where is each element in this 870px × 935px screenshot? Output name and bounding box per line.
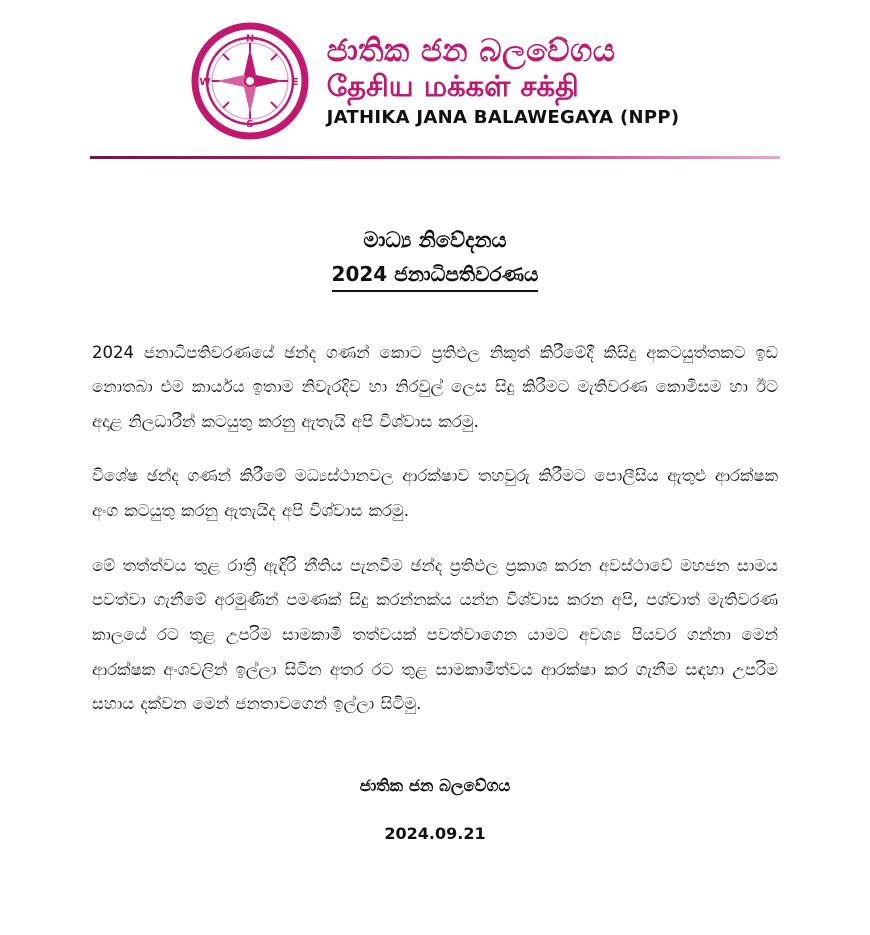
svg-text:E: E <box>291 77 299 88</box>
compass-rose-icon <box>191 22 309 140</box>
letterhead <box>0 0 870 150</box>
paragraph: මේ තත්ත්වය තුළ රාත්‍රී ඇඳිරි නීතිය පැනවීම ඡන්ද ප්‍රතිඵල ප්‍රකාශ කරන අවස්ථාවේ මහජන සාමය පවත්වා ගැනීමේ අරමුණින් පමණක් සිදු කරන්නක්ය යන්න විශ්වාස කරන අපි, පශ්චාත් මැතිවරණ කාලයේ රට තුළ උපරිම සාමකාමී තත්වයක් පවත්වාගෙන යාමට අවශ්‍ය පියවර ගන්නා මෙන් ආරක්ෂක අංශවලින් ඉල්ලා සිටින අතර රට තුළ සාමකාමීත්වය ආරක්ෂා කර ගැනීම සඳහා උපරිම සහාය දක්වන මෙන් ජනතාවගෙන් ඉල්ලා සිටිමු. <box>92 555 778 714</box>
organisation-names <box>326 32 680 128</box>
svg-text:S: S <box>245 119 254 130</box>
document-titles <box>0 225 870 292</box>
page-title: මාධ්‍ය නිවේදනය <box>363 228 507 252</box>
signature-name: ජාතික ජන බලවේගය <box>359 775 511 795</box>
svg-text:W: W <box>199 77 211 88</box>
document-body <box>92 336 778 722</box>
org-name-sinhala: ජාතික ජන බලවේගය <box>326 32 616 69</box>
org-name-english: JATHIKA JANA BALAWEGAYA (NPP) <box>326 106 680 128</box>
signature-block <box>0 776 870 843</box>
letterhead-divider <box>90 156 780 159</box>
paragraph: විශේෂ ඡන්ද ගණන් කිරීමේ මධ්‍යස්ථානවල ආරක්ෂාව තහවුරු කිරීමට පොලීසිය ඇතුළු ආරක්ෂක අංග කටයුතු කරනු ඇතැයිද අපි විශ්වාස කරමු. <box>92 466 778 521</box>
svg-text:N: N <box>245 33 254 45</box>
org-name-tamil: தேசிய மக்கள் சக்தி <box>326 69 579 104</box>
paragraph: 2024 ජනාධිපතිවරණයේ ඡන්ද ගණන් කොට ප්‍රතිඵල නිකුත් කිරීමේදී කිසිදු අකටයුත්තකට ඉඩ නොතබා එම කාර්යය ඉතාම නිවැරදිව හා නිරවුල් ලෙස සිදු කිරීමට මැතිවරණ කොමිසම හා ඊට අදාළ නිලධාරීන් කටයුතු කරනු ඇතැයි අපි විශ්වාස කරමු. <box>92 342 778 431</box>
signature-date: 2024.09.21 <box>384 823 486 843</box>
page-subtitle: 2024 ජනාධිපතිවරණය <box>332 259 539 292</box>
